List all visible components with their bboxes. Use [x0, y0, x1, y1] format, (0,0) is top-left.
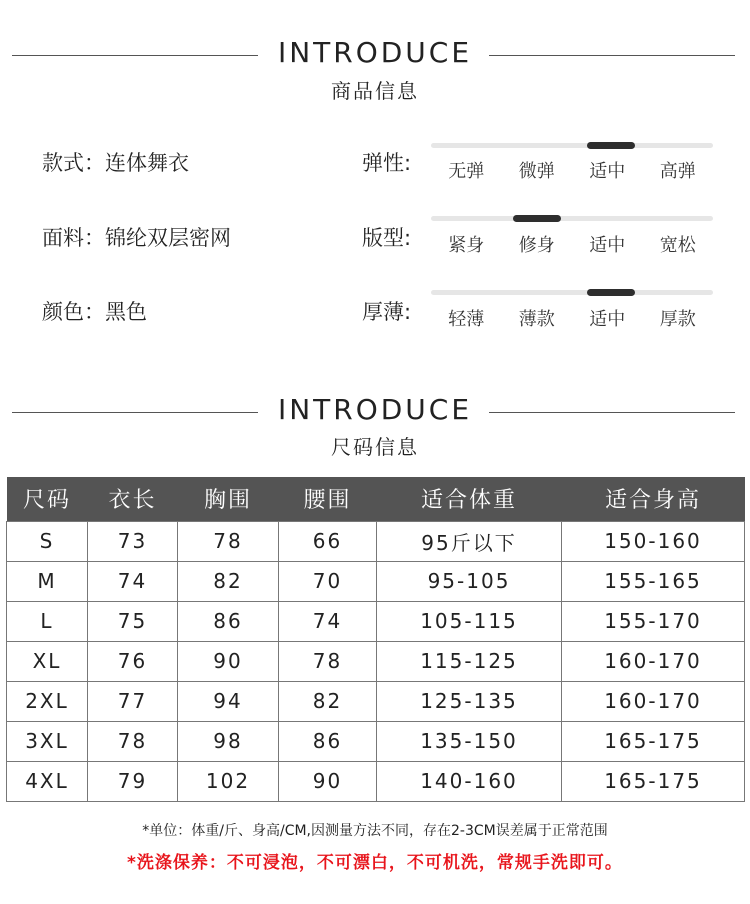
fit-options — [431, 231, 713, 257]
table-row — [7, 761, 745, 801]
cell-weight: 95-105 — [377, 561, 562, 601]
cell-bust: 98 — [178, 721, 279, 761]
measurement-note: *单位：体重/斤、身高/CM,因测量方法不同，存在2-3CM误差属于正常范围 — [142, 823, 608, 839]
section-title-cn: 商品信息 — [331, 79, 419, 103]
elasticity-indicator — [587, 142, 635, 149]
cell-height: 160-170 — [562, 681, 745, 721]
section-title-cn: 尺码信息 — [331, 435, 419, 459]
cell-bust: 94 — [178, 681, 279, 721]
cell-waist: 70 — [279, 561, 377, 601]
option-label: 宽松 — [659, 235, 696, 256]
section-title-en: INTRODUCE — [277, 393, 473, 426]
cell-bust: 78 — [178, 521, 279, 561]
header-size: 尺码 — [7, 477, 88, 521]
cell-height: 165-175 — [562, 761, 745, 801]
elasticity-options — [431, 157, 713, 183]
cell-weight: 115-125 — [377, 641, 562, 681]
cell-length: 76 — [88, 641, 178, 681]
thickness-track — [431, 290, 713, 295]
cell-size: XL — [7, 641, 88, 681]
option-label: 厚款 — [659, 309, 696, 330]
cell-height: 150-160 — [562, 521, 745, 561]
cell-bust: 90 — [178, 641, 279, 681]
size-table — [6, 477, 745, 802]
cell-length: 78 — [88, 721, 178, 761]
cell-bust: 86 — [178, 601, 279, 641]
slider-label-elasticity: 弹性: — [362, 151, 412, 175]
cell-height: 155-165 — [562, 561, 745, 601]
option-label: 轻薄 — [448, 309, 485, 330]
cell-bust: 82 — [178, 561, 279, 601]
option-label: 无弹 — [448, 161, 485, 182]
header-bust: 胸围 — [178, 477, 279, 521]
cell-waist: 78 — [279, 641, 377, 681]
fit-indicator — [513, 215, 561, 222]
table-row — [7, 601, 745, 641]
cell-size: L — [7, 601, 88, 641]
attr-style: 款式：连体舞衣 — [42, 151, 189, 175]
size-section-header — [0, 387, 750, 467]
header-weight: 适合体重 — [377, 477, 562, 521]
option-label: 薄款 — [518, 309, 555, 330]
product-section-header — [0, 30, 750, 110]
cell-waist: 82 — [279, 681, 377, 721]
cell-size: 2XL — [7, 681, 88, 721]
header-height: 适合身高 — [562, 477, 745, 521]
cell-weight: 125-135 — [377, 681, 562, 721]
cell-height: 165-175 — [562, 721, 745, 761]
table-row — [7, 721, 745, 761]
cell-waist: 86 — [279, 721, 377, 761]
cell-bust: 102 — [178, 761, 279, 801]
cell-waist: 66 — [279, 521, 377, 561]
option-label: 修身 — [518, 235, 555, 256]
slider-label-fit: 版型: — [362, 226, 412, 250]
option-label: 适中 — [589, 235, 626, 256]
header-waist: 腰围 — [279, 477, 377, 521]
option-label: 微弹 — [518, 161, 555, 182]
table-header-row — [7, 477, 745, 521]
cell-waist: 74 — [279, 601, 377, 641]
cell-height: 160-170 — [562, 641, 745, 681]
table-row — [7, 521, 745, 561]
attr-fabric: 面料：锦纶双层密网 — [42, 226, 231, 250]
cell-waist: 90 — [279, 761, 377, 801]
cell-length: 73 — [88, 521, 178, 561]
cell-weight: 135-150 — [377, 721, 562, 761]
care-instructions: *洗涤保养：不可浸泡，不可漂白，不可机洗，常规手洗即可。 — [127, 853, 623, 873]
cell-size: S — [7, 521, 88, 561]
option-label: 高弹 — [659, 161, 696, 182]
cell-height: 155-170 — [562, 601, 745, 641]
cell-size: 4XL — [7, 761, 88, 801]
cell-length: 79 — [88, 761, 178, 801]
option-label: 适中 — [589, 309, 626, 330]
cell-length: 74 — [88, 561, 178, 601]
cell-weight: 105-115 — [377, 601, 562, 641]
cell-weight: 95斤以下 — [377, 521, 562, 561]
header-length: 衣长 — [88, 477, 178, 521]
thickness-options — [431, 305, 713, 331]
option-label: 适中 — [589, 161, 626, 182]
table-row — [7, 681, 745, 721]
attr-color: 颜色：黑色 — [42, 300, 147, 324]
option-label: 紧身 — [448, 235, 485, 256]
cell-size: 3XL — [7, 721, 88, 761]
cell-size: M — [7, 561, 88, 601]
elasticity-track — [431, 143, 713, 148]
cell-length: 75 — [88, 601, 178, 641]
cell-weight: 140-160 — [377, 761, 562, 801]
fit-track — [431, 216, 713, 221]
slider-label-thickness: 厚薄: — [362, 300, 412, 324]
table-row — [7, 641, 745, 681]
thickness-indicator — [587, 289, 635, 296]
table-row — [7, 561, 745, 601]
cell-length: 77 — [88, 681, 178, 721]
section-title-en: INTRODUCE — [277, 36, 473, 69]
